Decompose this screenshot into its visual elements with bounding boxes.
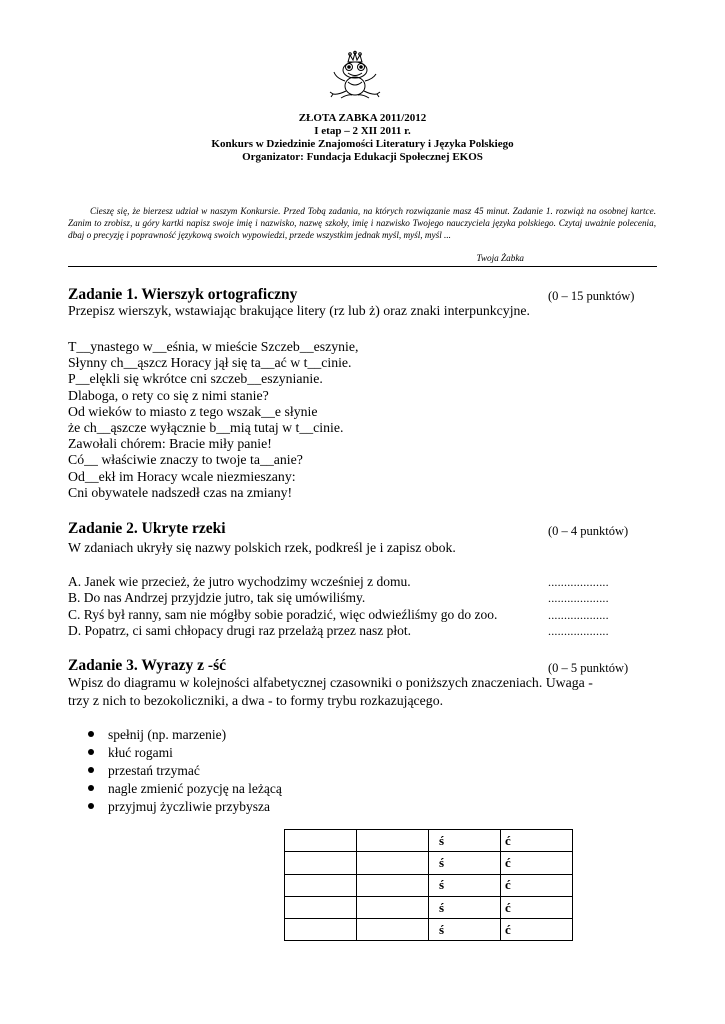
poem-line: T__ynastego w__eśnia, w mieście Szczeb__eszynie, <box>68 339 359 354</box>
diagram-cell-c: ć <box>501 896 573 918</box>
diagram-cell-s: ś <box>429 896 501 918</box>
poem-line: Słynny ch__ąszcz Horacy jął się ta__ać w t__cinie. <box>68 355 352 371</box>
diagram-cell-c: ć <box>501 874 573 896</box>
bullet-icon <box>88 731 94 737</box>
poem-line: Zawołali chórem: Bracie miły panie! <box>68 436 272 452</box>
task3-points: (0 – 5 punktów) <box>548 661 629 675</box>
answer-blank-c[interactable]: ................... <box>548 608 609 622</box>
answer-blank-a[interactable]: ................... <box>548 575 609 589</box>
poem-line: Có__ właściwie znaczy to twoje ta__anie? <box>68 452 303 468</box>
contest-name: Konkurs w Dziedzinie Znajomości Literatury i Języka Polskiego <box>211 138 514 150</box>
poem-line: że ch__ąszcze wyłącznie b__mią tutaj w t__cinie. <box>68 419 344 435</box>
diagram-cell-c: ć <box>501 830 573 852</box>
signature: Twoja Żabka <box>476 253 524 263</box>
diagram-cell[interactable] <box>357 852 429 874</box>
diagram-cell[interactable] <box>357 830 429 852</box>
diagram-row <box>285 919 573 941</box>
clue-item: kłuć rogami <box>88 745 173 761</box>
diagram-cell[interactable] <box>285 830 357 852</box>
diagram-cell[interactable] <box>357 896 429 918</box>
poem-line: P__elękli się wkrótce cni szczeb__eszynianie. <box>68 371 323 387</box>
diagram-cell-s: ś <box>429 919 501 941</box>
poem-line: Cni obywatele nadszedł czas na zmiany! <box>68 484 293 500</box>
divider <box>68 266 657 267</box>
sentence-a: A. Janek wie przecież, że jutro wychodzimy wcześniej z domu. <box>68 574 411 589</box>
sentence-c: C. Ryś był ranny, sam nie mógłby sobie poradzić, więc odwieźliśmy go do zoo. <box>68 607 498 622</box>
diagram-cell[interactable] <box>285 896 357 918</box>
frog-logo-icon <box>326 50 384 100</box>
sentence-d: D. Popatrz, ci sami chłopacy drugi raz przelażą przez nasz płot. <box>68 623 411 638</box>
diagram-cell[interactable] <box>357 919 429 941</box>
task3-instruction-2: trzy z nich to bezokoliczniki, a dwa - to formy trybu rozkazującego. <box>68 693 444 708</box>
clue-item: przyjmuj życzliwie przybysza <box>88 799 270 815</box>
poem <box>68 339 358 501</box>
diagram-cell-c: ć <box>501 919 573 941</box>
poem-line: Dlaboga, o rety co się z nimi stanie? <box>68 387 269 403</box>
diagram-cell[interactable] <box>285 852 357 874</box>
bullet-icon <box>88 749 94 755</box>
bullet-icon <box>88 767 94 773</box>
diagram-cell-s: ś <box>429 830 501 852</box>
diagram-cell-c: ć <box>501 852 573 874</box>
clue-item: przestań trzymać <box>88 763 200 779</box>
contest-title: ZŁOTA ZABKA 2011/2012 <box>298 112 427 124</box>
task3-instruction-1: Wpisz do diagramu w kolejności alfabetycznej czasowniki o poniższych znaczeniach. Uwaga - <box>68 675 593 690</box>
bullet-icon <box>88 803 94 809</box>
diagram-cell[interactable] <box>357 874 429 896</box>
task3-title: Zadanie 3. Wyrazy z -ść <box>68 657 226 674</box>
task2-title: Zadanie 2. Ukryte rzeki <box>68 520 226 537</box>
intro-text: Cieszę się, że bierzesz udział w naszym Konkursie. Przed Tobą zadania, na których rozwiązanie masz 45 minut. Zadanie 1. rozwiąż na osobnej kartce. Zanim to zrobisz, u góry kartki napisz swoje imię i nazwisko, nazwę szkoły, imię i nazwisko Twojego nauczyciela języka polskiego. Czytaj uważnie polecenia, dbaj o precyzję i poprawność językową swoich wypowiedzi, przede wszystkim jednak myśl, myśl, myśl ... <box>68 206 656 240</box>
diagram-row <box>285 874 573 896</box>
stage-date: I etap – 2 XII 2011 r. <box>314 125 411 137</box>
diagram-cell-s: ś <box>429 852 501 874</box>
diagram-cell[interactable] <box>285 919 357 941</box>
poem-line: Od__ekł im Horacy wcale niezmieszany: <box>68 468 296 484</box>
task1-instruction: Przepisz wierszyk, wstawiając brakujące litery (rz lub ż) oraz znaki interpunkcyjne. <box>68 303 530 318</box>
diagram-row <box>285 896 573 918</box>
organizer: Organizator: Fundacja Edukacji Społecznej EKOS <box>242 151 483 163</box>
answer-blank-d[interactable]: ................... <box>548 624 609 638</box>
diagram-cell[interactable] <box>285 874 357 896</box>
diagram-cell-s: ś <box>429 874 501 896</box>
task1-points: (0 – 15 punktów) <box>548 289 635 303</box>
answer-blank-b[interactable]: ................... <box>548 591 609 605</box>
diagram-row <box>285 830 573 852</box>
bullet-icon <box>88 785 94 791</box>
task1-title: Zadanie 1. Wierszyk ortograficzny <box>68 286 298 303</box>
word-diagram <box>284 829 573 941</box>
clue-item: spełnij (np. marzenie) <box>88 727 226 743</box>
sentence-b: B. Do nas Andrzej przyjdzie jutro, tak się umówiliśmy. <box>68 590 366 605</box>
task2-instruction: W zdaniach ukryły się nazwy polskich rzek, podkreśl je i zapisz obok. <box>68 540 456 555</box>
diagram-row <box>285 852 573 874</box>
poem-line: Od wieków to miasto z tego wszak__e słynie <box>68 403 318 419</box>
task2-points: (0 – 4 punktów) <box>548 524 629 538</box>
clue-item: nagle zmienić pozycję na leżącą <box>88 781 282 797</box>
